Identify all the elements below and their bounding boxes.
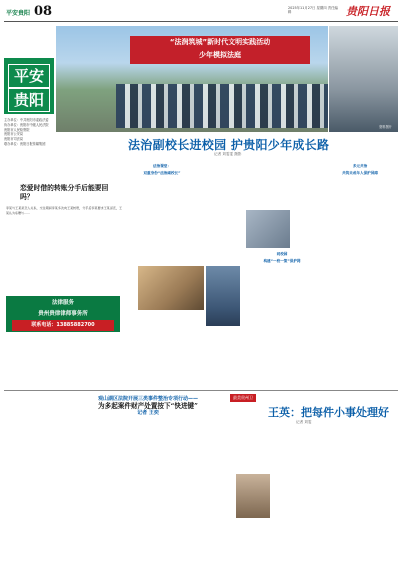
article-photo-3 xyxy=(206,266,240,326)
header-rule xyxy=(4,21,398,22)
bottom-right-column-1 xyxy=(236,430,312,470)
ad-line-1: 法律服务 xyxy=(51,300,74,306)
banner-line-2: 少年模拟法庭 xyxy=(199,51,241,59)
article-column-2 xyxy=(196,162,244,262)
portrait-photo xyxy=(236,474,270,518)
banner-line-1: “法润筑城”新时代文明实践活动 xyxy=(169,38,271,46)
article-column-3 xyxy=(246,250,318,386)
article-subhead: 双重身份“法治副校长” xyxy=(143,170,181,175)
photo-caption: 资料图片 xyxy=(379,125,392,129)
masthead-line-1: 平安 xyxy=(8,64,50,88)
bottom-left-column-3 xyxy=(152,424,226,566)
article-subhead: 法治课堂： xyxy=(153,164,171,168)
section-label: 平安贵阳 xyxy=(6,10,31,17)
masthead-line-2: 贵阳 xyxy=(8,88,50,112)
main-headline: 法治副校长进校园 护贵阳少年成长路 xyxy=(128,138,330,152)
bottom-left-column-1 xyxy=(6,396,70,566)
page-number: 08 xyxy=(34,4,53,19)
section-masthead xyxy=(4,58,54,114)
section-divider xyxy=(4,390,398,391)
article-subhead: 同校园 xyxy=(276,252,288,256)
bottom-left-title-block xyxy=(74,396,222,417)
article-photo-1 xyxy=(246,210,290,248)
credit-line: 贵阳市公安局 xyxy=(4,132,24,137)
photo-banner xyxy=(130,36,310,64)
column-tag: 最美贵州卫 xyxy=(230,394,256,402)
legal-service-ad[interactable] xyxy=(6,296,120,332)
newspaper-logo: 贵阳日报 xyxy=(346,5,390,18)
bottom-right-byline: 记者 刘雯 xyxy=(296,420,312,424)
credit-line: 主办单位：中共贵阳市委政法委 xyxy=(4,118,49,122)
article-subhead: 构建“一校一策”保护网 xyxy=(263,258,301,263)
photo-inset xyxy=(328,26,398,132)
left-story-body: 李某与王某是恋人关系，交往期间李某多次向王某转账，分手后李某要求王某返还，王某认为系赠与…… xyxy=(6,206,122,215)
left-story-title: 恋爱时借的转账分手后能要回吗？ xyxy=(20,184,109,201)
bottom-left-column-2 xyxy=(74,424,148,566)
article-subhead: 共筑未成年人保护屏障 xyxy=(342,170,378,175)
ad-phone: 联系电话：13885882700 xyxy=(12,320,114,331)
bottom-left-kicker: 观山湖区法院开展三类事件整治专项行动—— xyxy=(97,396,198,402)
credit-line: 贵阳市人民检察院 xyxy=(4,127,30,132)
article-column-1 xyxy=(130,162,194,262)
bottom-right-column-3 xyxy=(336,430,398,566)
credit-line: 协办单位：贵阳市中级人民法院 xyxy=(4,122,49,127)
article-subhead: 多元共治 xyxy=(352,164,368,168)
page-header xyxy=(0,0,402,24)
issue-date: 2025年11月27日 星期四 责任编辑 xyxy=(288,6,338,14)
ad-line-2: 贵州贵律律师事务所 xyxy=(38,311,88,317)
bottom-right-column-2 xyxy=(274,474,332,566)
main-byline: 记者 刘雯雯 摄影 xyxy=(214,152,242,156)
lead-photo xyxy=(56,26,398,132)
photo-people xyxy=(116,84,336,128)
credit-line: 贵阳市司法局 xyxy=(4,137,24,142)
bottom-right-headline: 王英：把每件小事处理好 xyxy=(268,406,389,419)
article-photo-2 xyxy=(138,266,204,310)
bottom-left-headline: 为多起案件财产处置按下“快进键” xyxy=(98,402,198,410)
article-column-4 xyxy=(322,162,398,386)
bottom-left-byline: 记者 王奕 xyxy=(137,410,159,416)
credit-line: 联办单位：贵阳日报传媒集团 xyxy=(4,141,46,146)
